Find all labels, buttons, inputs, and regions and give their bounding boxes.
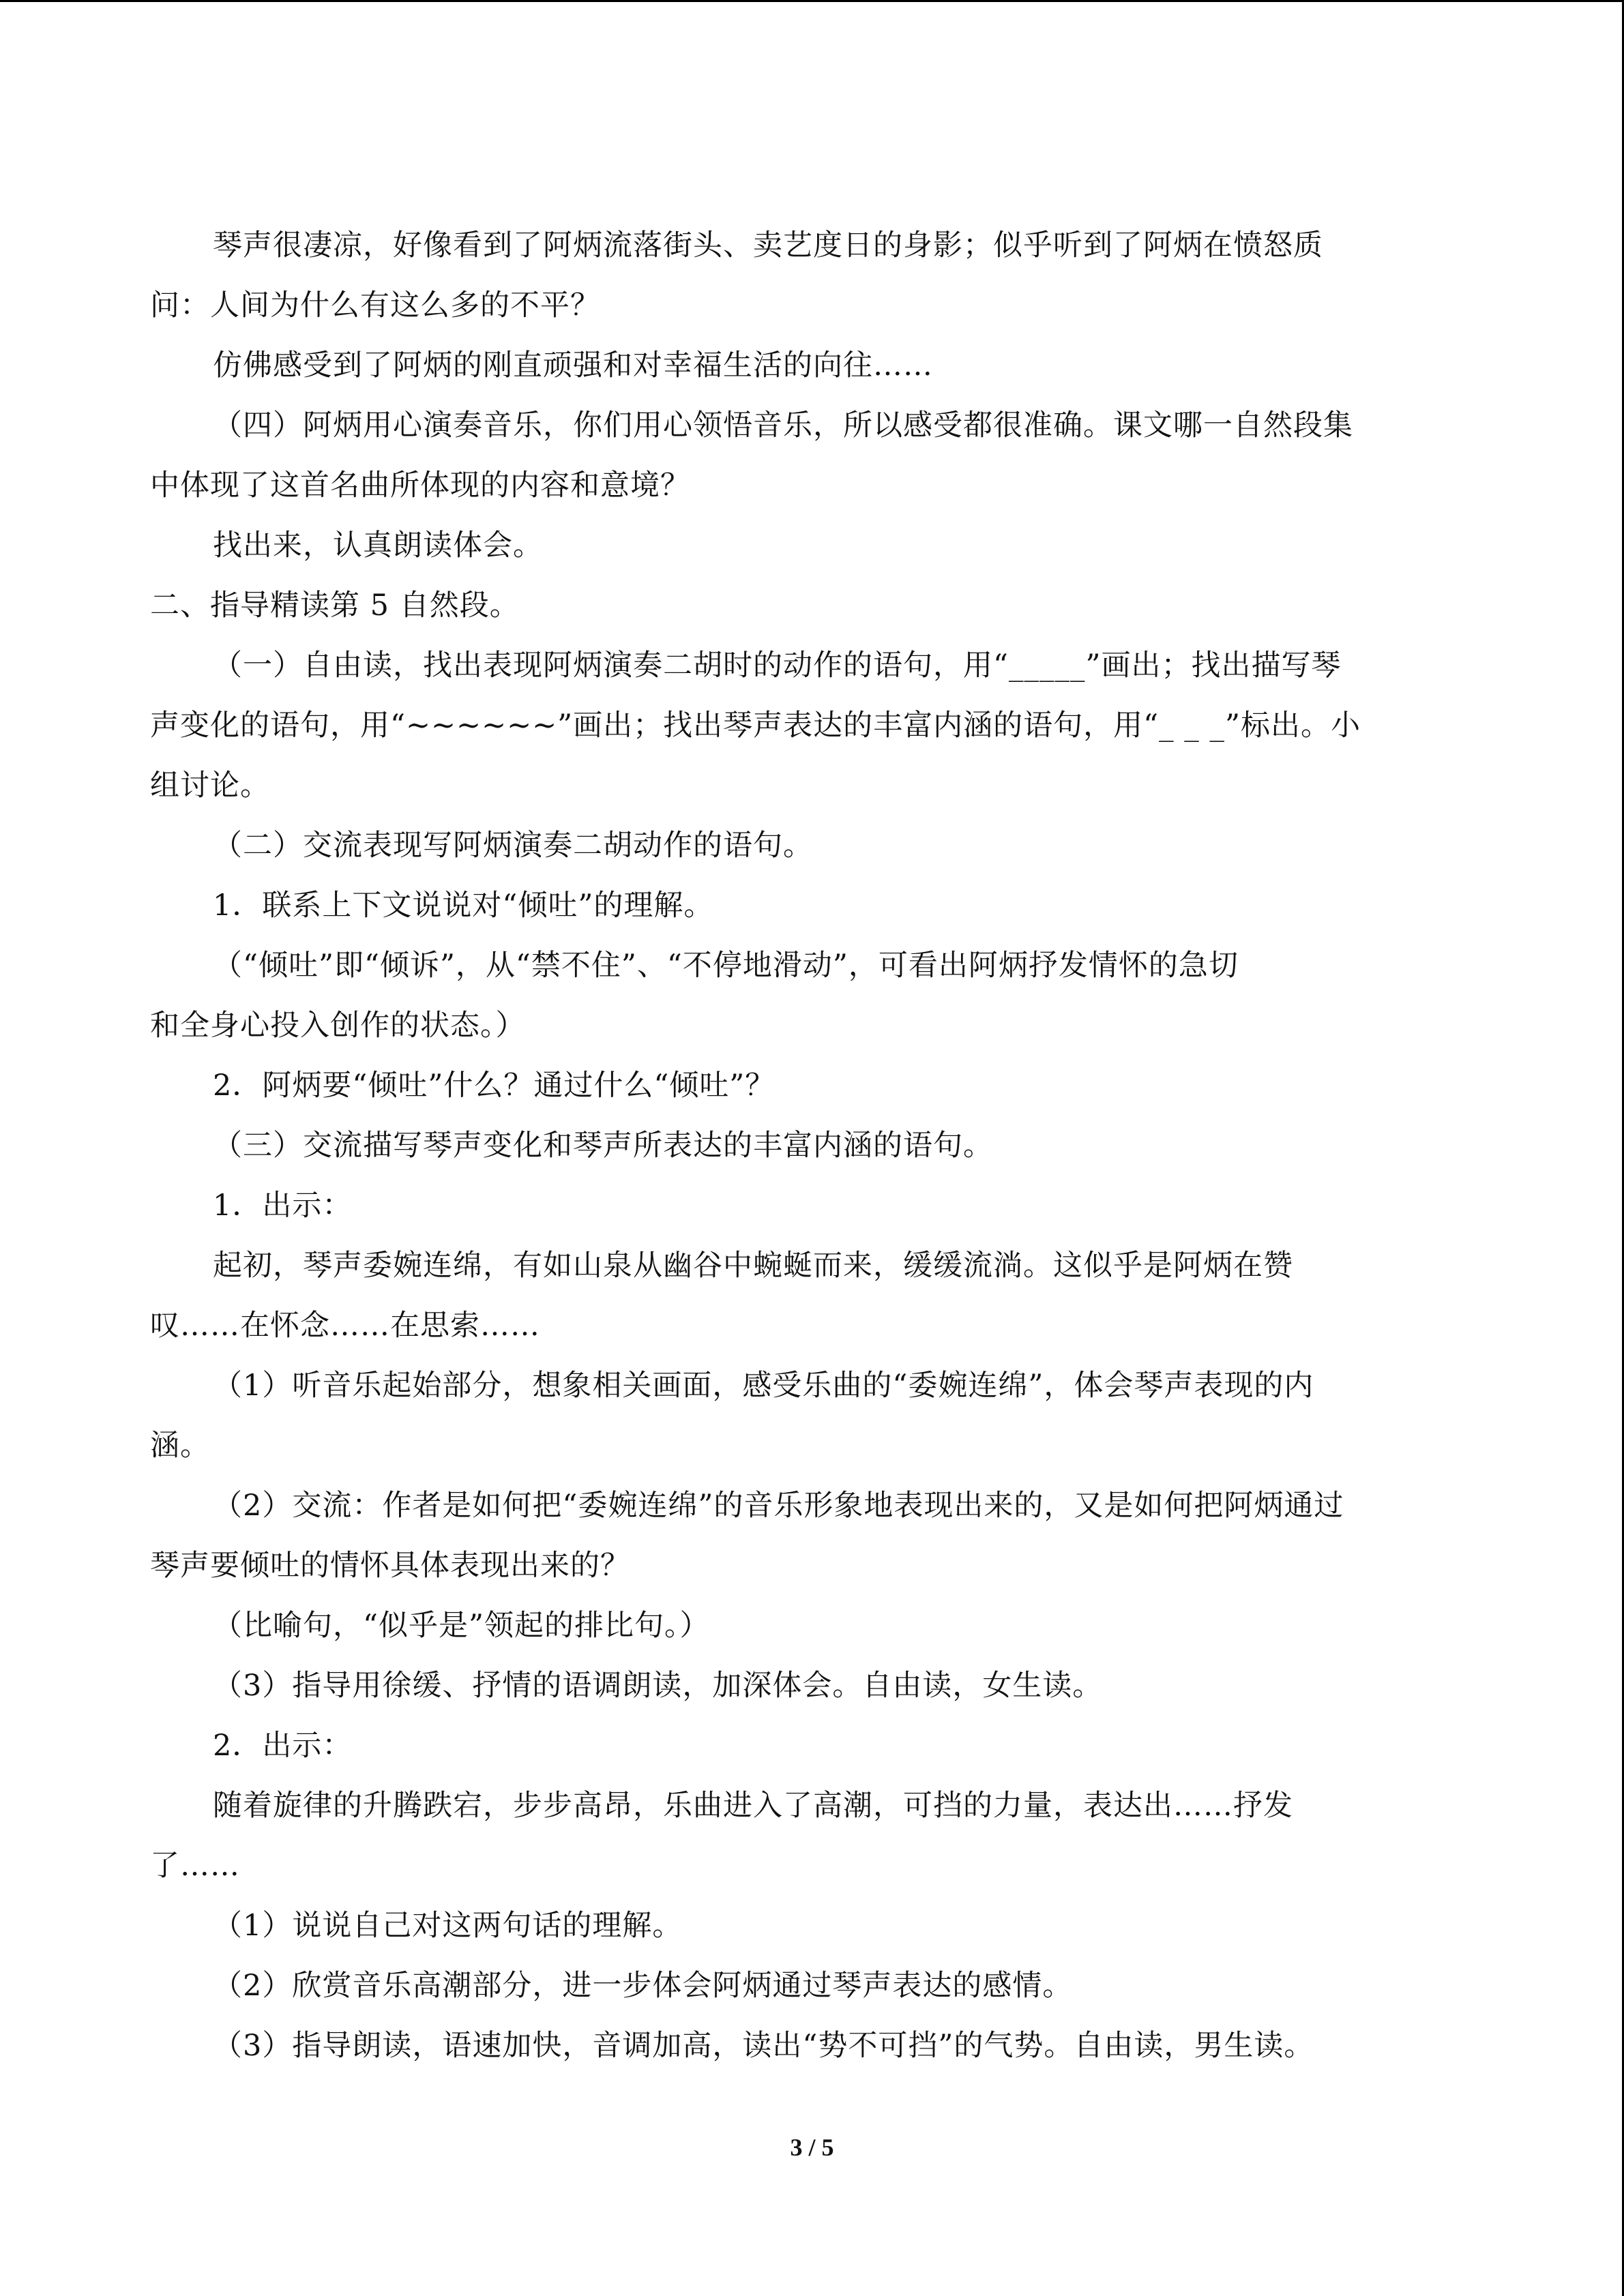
paragraph-line: （三）交流描写琴声变化和琴声所表达的丰富内涵的语句。 (213, 1129, 993, 1163)
paragraph-line: 琴声要倾吐的情怀具体表现出来的？ (150, 1549, 630, 1583)
paragraph-line: 起初，琴声委婉连绵，有如山泉从幽谷中蜿蜒而来，缓缓流淌。这似乎是阿炳在赞 (213, 1249, 1293, 1283)
paragraph-line: 组讨论。 (150, 769, 270, 803)
paragraph-line: （二）交流表现写阿炳演奏二胡动作的语句。 (213, 829, 813, 863)
paragraph-line: 叹……在怀念……在思索…… (150, 1309, 540, 1343)
paragraph-line: 中体现了这首名曲所体现的内容和意境？ (150, 468, 690, 503)
page-number: 3 / 5 (790, 2134, 834, 2161)
paragraph-line: （1）说说自己对这两句话的理解。 (213, 1909, 683, 1943)
paragraph-line: （3）指导朗读，语速加快，音调加高，读出“势不可挡”的气势。自由读，男生读。 (213, 2029, 1314, 2063)
paragraph-line: 1．联系上下文说说对“倾吐”的理解。 (213, 889, 714, 923)
paragraph-line: 2．出示： (213, 1729, 353, 1763)
paragraph-line: （2）欣赏音乐高潮部分，进一步体会阿炳通过琴声表达的感情。 (213, 1969, 1073, 2003)
paragraph-line: 问：人间为什么有这么多的不平？ (150, 288, 600, 323)
paragraph-line: 琴声很凄凉，好像看到了阿炳流落街头、卖艺度日的身影；似乎听到了阿炳在愤怒质 (213, 228, 1323, 263)
section-heading: 二、指导精读第 5 自然段。 (150, 588, 520, 623)
paragraph-line: 了…… (150, 1849, 240, 1883)
paragraph-line: 1．出示： (213, 1189, 353, 1223)
paragraph-line: 找出来，认真朗读体会。 (213, 528, 543, 563)
paragraph-line: （“倾吐”即“倾诉”，从“禁不住”、“不停地滑动”，可看出阿炳抒发情怀的急切 (213, 949, 1239, 983)
paragraph-line: （比喻句，“似乎是”领起的排比句。） (213, 1609, 710, 1643)
paragraph-line: 涵。 (150, 1429, 210, 1463)
paragraph-line: 随着旋律的升腾跌宕，步步高昂，乐曲进入了高潮，可挡的力量，表达出……抒发 (213, 1789, 1293, 1823)
paragraph-line: （1）听音乐起始部分，想象相关画面，感受乐曲的“委婉连绵”，体会琴声表现的内 (213, 1369, 1314, 1403)
paragraph-line: 声变化的语句，用“~~~~~~”画出；找出琴声表达的丰富内涵的语句，用“_ _ _”标出。小 (150, 709, 1361, 743)
paragraph-line: （四）阿炳用心演奏音乐，你们用心领悟音乐，所以感受都很准确。课文哪一自然段集 (213, 408, 1353, 443)
paragraph-line: 和全身心投入创作的状态。） (150, 1009, 526, 1043)
paragraph-line: （2）交流：作者是如何把“委婉连绵”的音乐形象地表现出来的，又是如何把阿炳通过 (213, 1489, 1344, 1523)
paragraph-line: （一）自由读，找出表现阿炳演奏二胡时的动作的语句，用“_____”画出；找出描写琴 (213, 648, 1342, 683)
document-body (150, 215, 1480, 2076)
paragraph-line: （3）指导用徐缓、抒情的语调朗读，加深体会。自由读，女生读。 (213, 1669, 1103, 1703)
paragraph-line: 2．阿炳要“倾吐”什么？通过什么“倾吐”？ (213, 1069, 776, 1103)
paragraph-line: 仿佛感受到了阿炳的刚直顽强和对幸福生活的向往…… (213, 348, 933, 383)
